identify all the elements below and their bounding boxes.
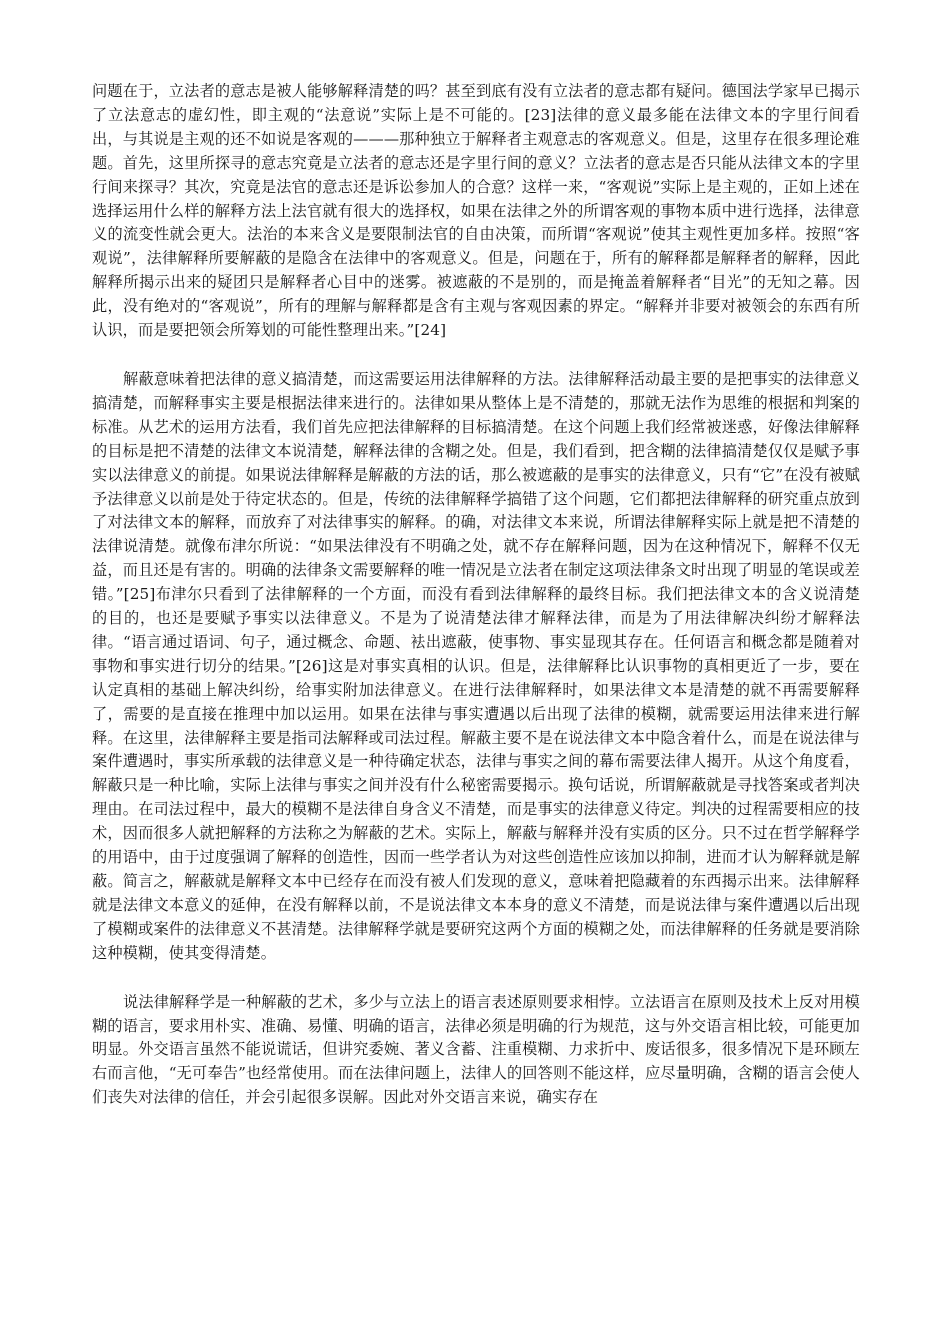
paragraph-2: 解蔽意味着把法律的意义搞清楚，而这需要运用法律解释的方法。法律解释活动最主要的是把事实的法律意义搞清楚，而解释事实主要是根据法律来进行的。法律如果从整体上是不清楚的，那就无法作为思维的根据和判案的标准。从艺术的运用方法看，我们首先应把法律解释的目标搞清楚。在这个问题上我们经常被迷惑，好像法律解释的目标是把不清楚的法律文本说清楚，解释法律的含糊之处。但是，我们看到，把含糊的法律搞清楚仅仅是赋予事实以法律意义的前提。如果说法律解释是解蔽的方法的话，那么被遮蔽的是事实的法律意义，只有“它”在没有被赋予法律意义以前是处于待定状态的。但是，传统的法律解释学搞错了这个问题，它们都把法律解释的研究重点放到了对法律文本的解释，而放弃了对法律事实的解释。的确，对法律文本来说，所谓法律解释实际上就是把不清楚的法律说清楚。就像布津尔所说：“如果法律没有不明确之处，就不存在解释问题，因为在这种情况下，解释不仅无益，而且还是有害的。明确的法律条文需要解释的唯一情况是立法者在制定这项法律条文时出现了明显的笔误或差错。”[25]布津尔只看到了法律解释的一个方面，而没有看到法律解释的最终目标。我们把法律文本的含义说清楚的目的，也还是要赋予事实以法律意义。不是为了说清楚法律才解释法律，而是为了用法律解决纠纷才解释法律。“语言通过语词、句子，通过概念、命题、袪出遮蔽，使事物、事实显现其存在。任何语言和概念都是随着对事物和事实进行切分的结果。”[26]这是对事实真相的认识。但是，法律解释比认识事物的真相更近了一步，要在认定真相的基础上解决纠纷，给事实附加法律意义。在进行法律解释时，如果法律文本是清楚的就不再需要解释了，需要的是直接在推理中加以运用。如果在法律与事实遭遇以后出现了法律的模糊，就需要运用法律来进行解释。在这里，法律解释主要是指司法解释或司法过程。解蔽主要不是在说法律文本中隐含着什么，而是在说法律与案件遭遇时，事实所承载的法律意义是一种待确定状态，法律与事实之间的幕布需要法律人揭开。从这个角度看，解蔽只是一种比喻，实际上法律与事实之间并没有什么秘密需要揭示。换句话说，所谓解蔽就是寻找答案或者判决理由。在司法过程中，最大的模糊不是法律自身含义不清楚，而是事实的法律意义待定。判决的过程需要相应的技术，因而很多人就把解释的方法称之为解蔽的艺术。实际上，解蔽与解释并没有实质的区分。只不过在哲学解释学的用语中，由于过度强调了解释的创造性，因而一些学者认为对这些创造性应该加以抑制，进而才认为解释就是解蔽。简言之，解蔽就是解释文本中已经存在而没有被人们发现的意义，意味着把隐藏着的东西揭示出来。法律解释就是法律文本意义的延伸，在没有解释以前，不是说法律文本本身的意义不清楚，而是说法律与案件遭遇以后出现了模糊或案件的法律意义不甚清楚。法律解释学就是要研究这两个方面的模糊之处，而法律解释的任务就是要消除这种模糊，使其变得清楚。 <box>92 369 860 962</box>
paragraph-1: 问题在于，立法者的意志是被人能够解释清楚的吗？甚至到底有没有立法者的意志都有疑问。德国法学家早已揭示了立法意志的虚幻性，即主观的“法意说”实际上是不可能的。[23]法律的意义最多能在法律文本的字里行间看出，与其说是主观的还不如说是客观的———那种独立于解释者主观意志的客观意义。但是，这里存在很多理论难题。首先，这里所探寻的意志究竟是立法者的意志还是字里行间的意义？立法者的意志是否只能从法律文本的字里行间来探寻？其次，究竟是法官的意志还是诉讼参加人的合意？这样一来，“客观说”实际上是主观的，正如上述在选择运用什么样的解释方法上法官就有很大的选择权，如果在法律之外的所谓客观的事物本质中进行选择，法律意义的流变性就会更大。法治的本来含义是要限制法官的自由决策，而所谓“客观说”使其主观性更加多样。按照“客观说”，法律解释所要解蔽的是隐含在法律中的客观意义。但是，问题在于，所有的解释都是解释者的解释，因此解释所揭示出来的疑团只是解释者心目中的迷雾。被遮蔽的不是别的，而是掩盖着解释者“目光”的无知之幕。因此，没有绝对的“客观说”，所有的理解与解释都是含有主观与客观因素的界定。“解释并非要对被领会的东西有所认识，而是要把领会所筹划的可能性整理出来。”[24] <box>92 82 860 340</box>
paragraph-gap <box>92 966 860 991</box>
paragraph-3: 说法律解释学是一种解蔽的艺术，多少与立法上的语言表述原则要求相悖。立法语言在原则及技术上反对用模糊的语言，要求用朴实、准确、易懂、明确的语言，法律必须是明确的行为规范，这与外交语言相比较，可能更加明显。外交语言虽然不能说谎话，但讲究委婉、著义含蓄、注重模糊、力求折中、废话很多，很多情况下是环顾左右而言他，“无可奉告”也经常使用。而在法律问题上，法律人的回答则不能这样，应尽量明确，含糊的语言会使人们丧失对法律的信任，并会引起很多误解。因此对外交语言来说，确实存在 <box>92 992 860 1107</box>
document-page <box>92 80 860 1110</box>
paragraph-gap <box>92 343 860 368</box>
